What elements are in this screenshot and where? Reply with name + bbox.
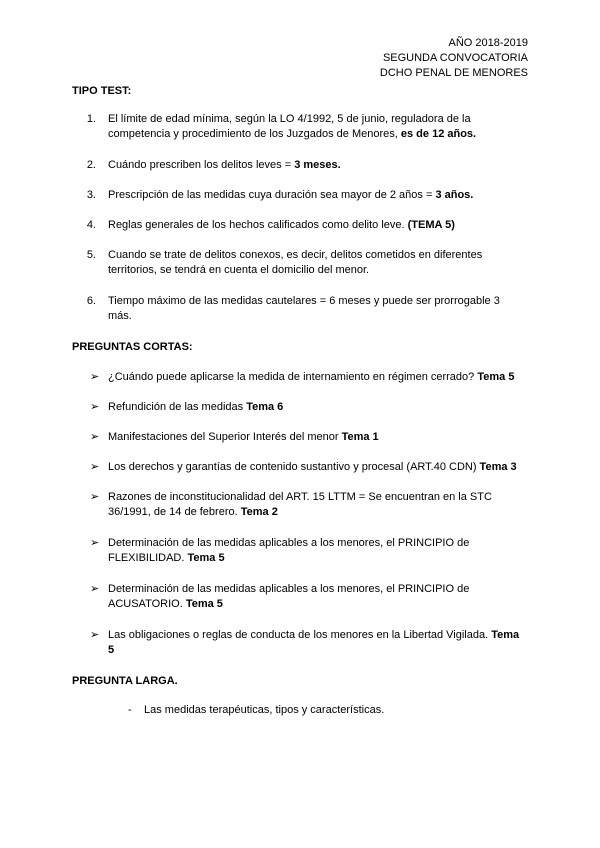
item-text: [108, 218, 455, 233]
item-answer: (TEMA 5): [407, 219, 455, 231]
item-topic: 5: [108, 644, 115, 656]
item-text-part: Refundición de las medidas: [108, 401, 247, 413]
item-text: [108, 400, 283, 415]
item-number: 1.: [86, 113, 96, 125]
section-title-preguntas-cortas: PREGUNTAS CORTAS:: [72, 341, 193, 353]
item-text-part: ACUSATORIO.: [108, 598, 186, 610]
item-text: El límite de edad mínima, según la LO 4/1992, 5 de junio, reguladora de la: [108, 113, 471, 125]
item-text-part: ¿Cuándo puede aplicarse la medida de internamiento en régimen cerrado?: [108, 371, 478, 383]
item-topic: Tema 6: [246, 401, 284, 413]
item-text: Determinación de las medidas aplicables a los menores, el PRINCIPIO de: [108, 537, 470, 549]
dash-bullet-icon: -: [128, 704, 132, 716]
item-number: 3.: [86, 189, 96, 201]
item-text-cont: más.: [108, 310, 132, 322]
arrow-bullet-icon: ➢: [90, 491, 100, 503]
item-answer: 3 meses.: [294, 159, 341, 171]
item-text: [108, 188, 473, 203]
item-text: Tiempo máximo de las medidas cautelares = 6 meses y puede ser prorrogable 3: [108, 295, 500, 307]
item-text-cont: [108, 127, 476, 142]
arrow-bullet-icon: ➢: [90, 537, 100, 549]
item-text-cont: [108, 643, 114, 658]
item-text: [108, 370, 514, 385]
header-subject: DCHO PENAL DE MENORES: [379, 67, 528, 79]
item-topic: Tema 2: [240, 506, 278, 518]
item-text-part: FLEXIBILIDAD.: [108, 552, 188, 564]
item-text-part: Prescripción de las medidas cuya duración sea mayor de 2 años =: [108, 189, 436, 201]
item-text-cont: territorios, se tendrá en cuenta el domicilio del menor.: [108, 264, 370, 276]
item-text: [108, 628, 519, 643]
item-topic: Tema 5: [185, 598, 223, 610]
item-text-part: Manifestaciones del Superior Interés del menor: [108, 431, 342, 443]
item-text-cont: [108, 551, 225, 566]
header-convocatoria: SEGUNDA CONVOCATORIA: [382, 52, 528, 64]
header-year: AÑO 2018-2019: [448, 37, 528, 49]
item-text-cont: [108, 505, 278, 520]
item-text-part: Las obligaciones o reglas de conducta de los menores en la Libertad Vigilada.: [108, 629, 492, 641]
item-text: [108, 430, 379, 445]
arrow-bullet-icon: ➢: [90, 629, 100, 641]
item-topic: Tema 3: [479, 461, 517, 473]
arrow-bullet-icon: ➢: [90, 371, 100, 383]
item-text-part: competencia y procedimiento de los Juzgados de Menores,: [108, 128, 401, 140]
item-topic: Tema 5: [477, 371, 515, 383]
section-title-tipo-test: TIPO TEST:: [72, 85, 132, 97]
item-text-part: Los derechos y garantías de contenido sustantivo y procesal (ART.40 CDN): [108, 461, 480, 473]
item-text: Determinación de las medidas aplicables a los menores, el PRINCIPIO de: [108, 583, 470, 595]
arrow-bullet-icon: ➢: [90, 401, 100, 413]
item-topic: Tema: [491, 629, 520, 641]
item-text-part: Cuándo prescriben los delitos leves =: [108, 159, 295, 171]
arrow-bullet-icon: ➢: [90, 431, 100, 443]
arrow-bullet-icon: ➢: [90, 461, 100, 473]
item-text: Razones de inconstitucionalidad del ART. 15 LTTM = Se encuentran en la STC: [108, 491, 492, 503]
item-number: 2.: [86, 159, 96, 171]
item-text: Cuando se trate de delitos conexos, es decir, delitos cometidos en diferentes: [108, 249, 483, 261]
item-topic: Tema 1: [341, 431, 379, 443]
section-title-pregunta-larga: PREGUNTA LARGA.: [72, 675, 178, 687]
item-text-part: Reglas generales de los hechos calificados como delito leve.: [108, 219, 408, 231]
item-text-part: 36/1991, de 14 de febrero.: [108, 506, 241, 518]
item-answer: es de 12 años.: [400, 128, 477, 140]
item-text: [108, 460, 517, 475]
item-text: [108, 158, 341, 173]
item-number: 4.: [86, 219, 96, 231]
item-number: 6.: [86, 295, 96, 307]
arrow-bullet-icon: ➢: [90, 583, 100, 595]
item-text: Las medidas terapéuticas, tipos y características.: [144, 704, 385, 716]
item-number: 5.: [86, 249, 96, 261]
item-answer: 3 años.: [435, 189, 474, 201]
item-topic: Tema 5: [187, 552, 225, 564]
document-header: [380, 36, 528, 81]
item-text-cont: [108, 597, 223, 612]
